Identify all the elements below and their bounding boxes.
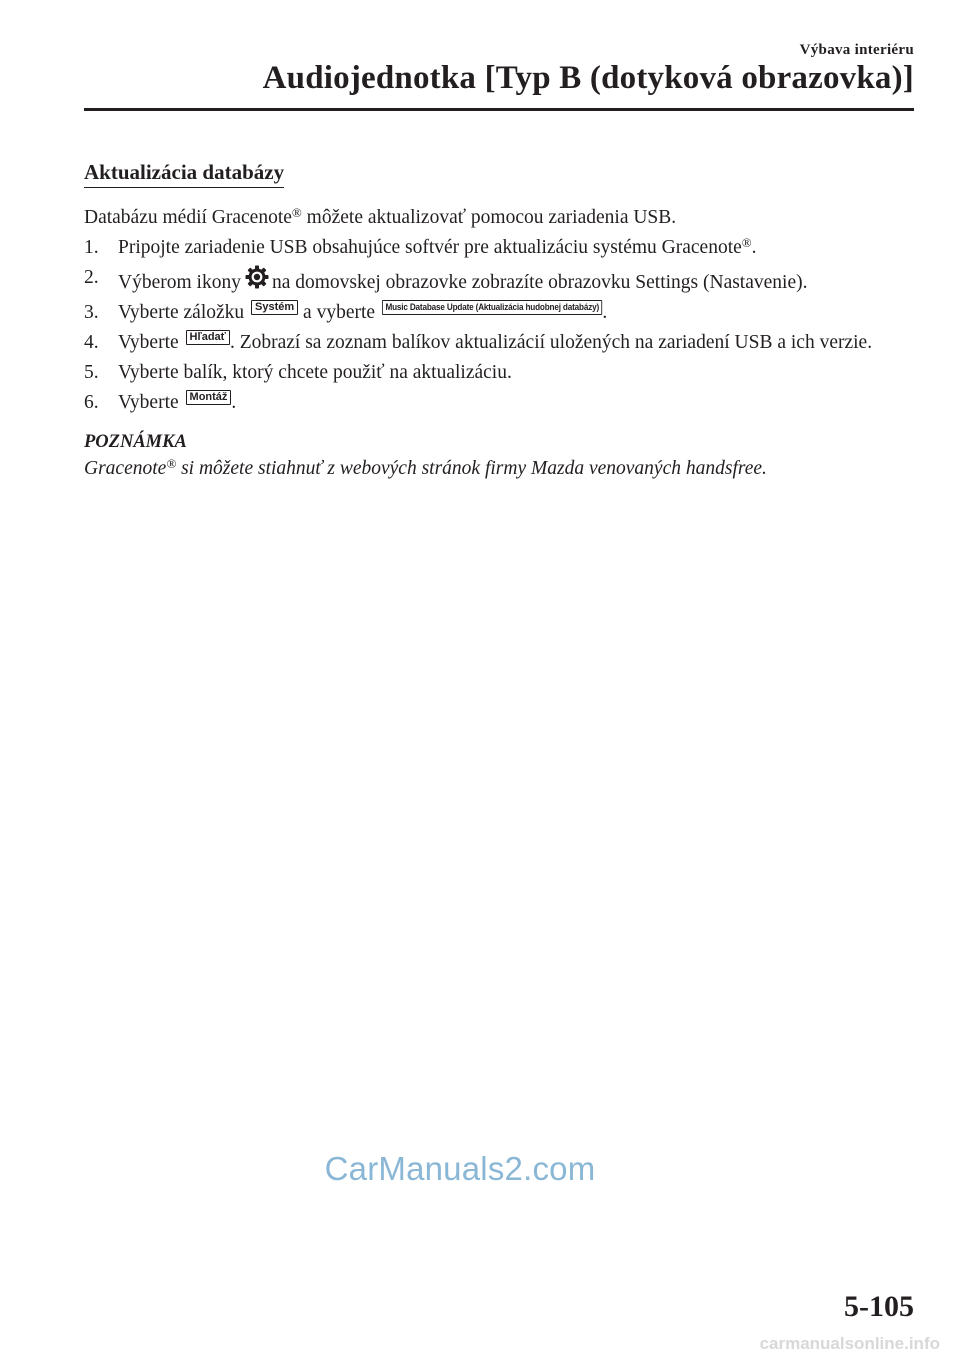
page-number: 5-105 (844, 1290, 914, 1323)
chapter-title: Audiojednotka [Typ B (dotyková obrazovka)] (262, 60, 914, 96)
install-button: Montáž (186, 390, 232, 405)
step-text-end: na domovskej obrazovke zobrazíte obrazovku Settings (Nastavenie). (271, 272, 808, 293)
step-text (118, 234, 914, 262)
step-4 (84, 329, 914, 357)
registered-mark: ® (741, 235, 752, 250)
watermark: CarManuals2.com (324, 1150, 596, 1187)
note-text-end: si môžete stiahnuť z webových stránok firmy Mazda venovaných handsfree. (176, 458, 767, 479)
music-database-update-button: Music Database Update (Aktualizácia hudobnej databázy) (382, 300, 603, 315)
subheading: Aktualizácia databázy (84, 160, 284, 188)
gear-icon (244, 264, 270, 290)
step-text-start: Výberom ikony (118, 272, 241, 293)
step-text (118, 329, 914, 357)
intro-text-start: Databázu médií Gracenote (84, 207, 292, 228)
note-text-start: Gracenote (84, 458, 167, 479)
step-number: 1. (84, 237, 99, 258)
step-number: 3. (84, 302, 99, 323)
step-text (118, 299, 914, 327)
intro-text-end: môžete aktualizovať pomocou zariadenia USB. (301, 207, 677, 228)
step-text-end: . Zobrazí sa zoznam balíkov aktualizácií uložených na zariadení USB a ich verzie. (229, 332, 873, 353)
step-text-end: . (231, 392, 237, 413)
step-1 (84, 234, 914, 262)
search-button: Hľadať (186, 330, 230, 345)
system-tab-button: Systém (251, 300, 298, 315)
header-divider (84, 108, 914, 111)
step-number: 4. (84, 332, 99, 353)
step-number: 5. (84, 362, 99, 383)
step-5 (84, 359, 914, 387)
step-number: 6. (84, 392, 99, 413)
step-text-start: Pripojte zariadenie USB obsahujúce softvér pre aktualizáciu systému Gracenote (118, 237, 742, 258)
step-text (118, 264, 914, 297)
step-text-middle: a vyberte (298, 302, 376, 323)
registered-mark: ® (291, 205, 302, 220)
note-title: POZNÁMKA (84, 432, 187, 452)
step-3 (84, 299, 914, 327)
step-text-start: Vyberte (118, 332, 179, 353)
step-number: 2. (84, 267, 99, 288)
step-2 (84, 264, 914, 297)
step-text-end: . (751, 237, 757, 258)
page-header (0, 0, 960, 120)
step-6 (84, 389, 914, 417)
footer-site-link[interactable]: carmanualsonline.info (759, 1334, 940, 1353)
step-text: Vyberte balík, ktorý chcete použiť na aktualizáciu. (118, 362, 512, 383)
step-text (118, 389, 914, 417)
step-text-start: Vyberte (118, 392, 179, 413)
step-text-end: . (602, 302, 608, 323)
registered-mark: ® (166, 456, 177, 471)
note-text (84, 455, 914, 483)
section-label: Výbava interiéru (799, 42, 914, 58)
main-content (84, 160, 914, 483)
intro-paragraph (84, 204, 914, 232)
step-text-start: Vyberte záložku (118, 302, 245, 323)
